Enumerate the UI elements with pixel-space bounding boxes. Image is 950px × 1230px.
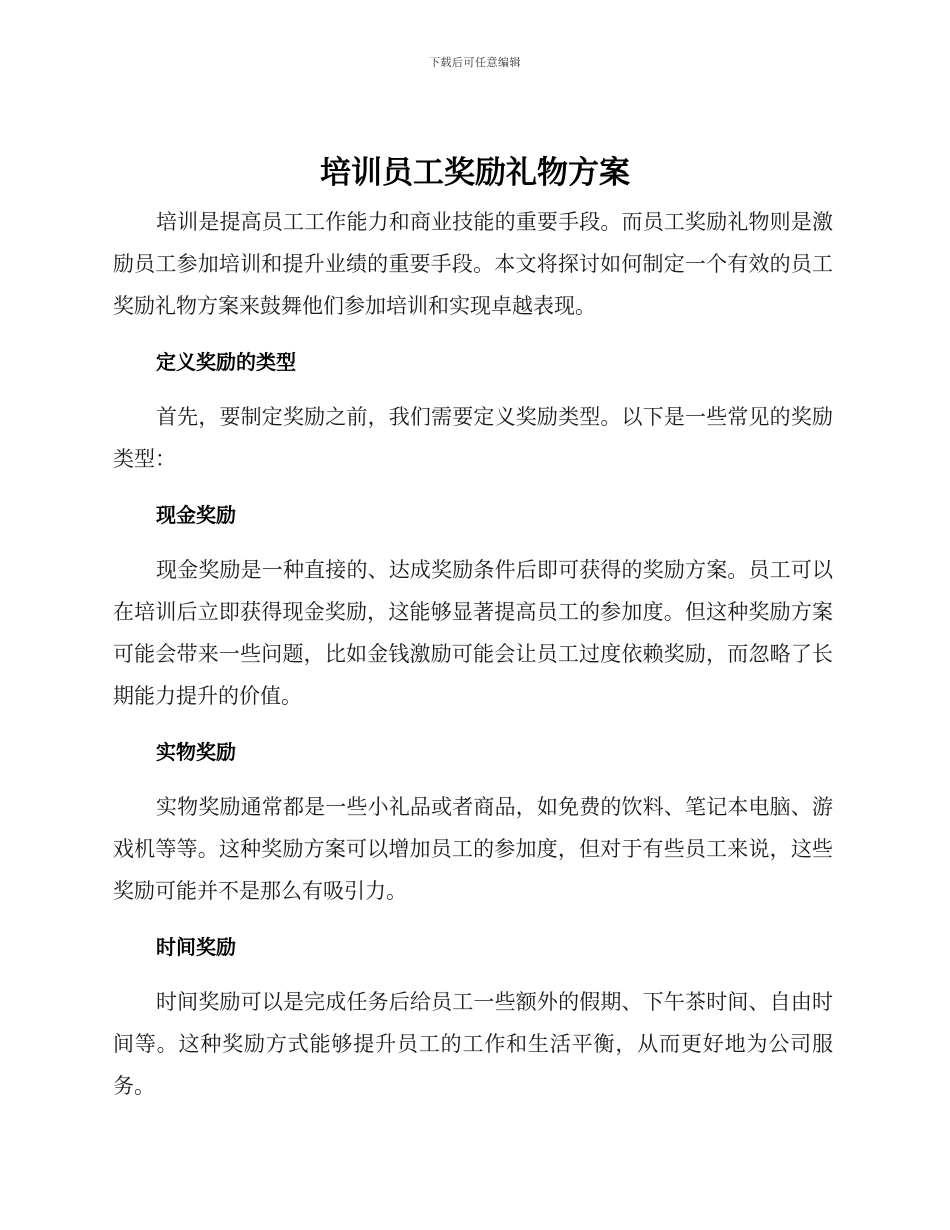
section-heading-physical-reward: 实物奖励 (156, 740, 236, 764)
spacer (113, 968, 833, 981)
spacer (113, 327, 833, 341)
section-body-time-reward: 时间奖励可以是完成任务后给员工一些额外的假期、下午茶时间、自由时间等。这种奖励方式能够提升员工的工作和生活平衡，从而更好地为公司服务。 (113, 990, 833, 1098)
spacer (113, 480, 833, 494)
document-title: 培训员工奖励礼物方案 (320, 155, 630, 191)
spacer (113, 536, 833, 549)
section-heading-time-reward: 时间奖励 (156, 935, 236, 959)
section-body-physical-reward: 实物奖励通常都是一些小礼品或者商品，如免费的饮料、笔记本电脑、游戏机等等。这种奖励方案可以增加员工的参加度，但对于有些员工来说，这些奖励可能并不是那么有吸引力。 (113, 795, 833, 903)
spacer (113, 912, 833, 926)
page-header-note: 下载后可任意编辑 (429, 56, 521, 69)
section-body-cash-reward: 现金奖励是一种直接的、达成奖励条件后即可获得的奖励方案。员工可以在培训后立即获得现金奖励，这能够显著提高员工的参加度。但这种奖励方案可能会带来一些问题，比如金钱激励可能会让员工过度依赖奖励，而忽略了长期能力提升的价值。 (113, 558, 833, 708)
section-body-reward-types: 首先，要制定奖励之前，我们需要定义奖励类型。以下是一些常见的奖励类型： (113, 405, 833, 471)
section-heading-reward-types: 定义奖励的类型 (156, 350, 296, 374)
section-heading-cash-reward: 现金奖励 (156, 503, 236, 527)
spacer (113, 383, 833, 396)
spacer (113, 773, 833, 786)
intro-paragraph: 培训是提高员工工作能力和商业技能的重要手段。而员工奖励礼物则是激励员工参加培训和提升业绩的重要手段。本文将探讨如何制定一个有效的员工奖励礼物方案来鼓舞他们参加培训和实现卓越表现。 (113, 210, 833, 318)
spacer (113, 717, 833, 731)
document-body (113, 201, 833, 1107)
